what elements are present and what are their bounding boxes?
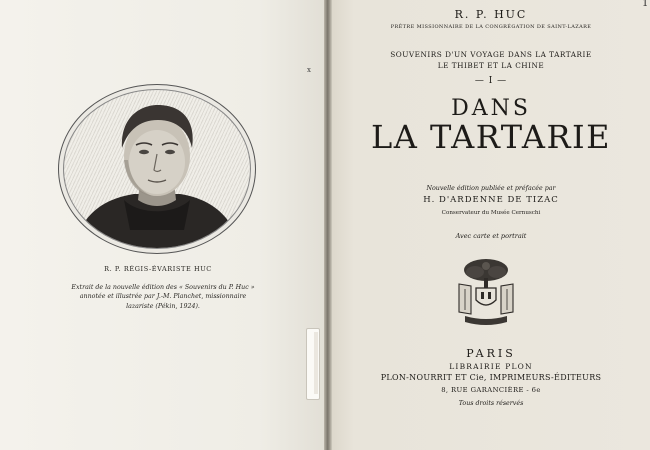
margin-pencil-mark: x: [307, 66, 311, 74]
portrait-caption-text: [50, 283, 276, 311]
portrait-caption-name: R. P. RÉGIS-ÉVARISTE HUC: [104, 265, 212, 273]
illustrations-note: Avec carte et portrait: [455, 232, 527, 240]
portrait-figure: [64, 90, 250, 248]
book-title-line1: DANS: [451, 96, 531, 121]
publisher-address: 8, RUE GARANCIÈRE - 6e: [441, 386, 541, 394]
series-title-line2: LE THIBET ET LA CHINE: [437, 61, 545, 70]
publisher-name: LIBRAIRIE PLON: [449, 362, 533, 371]
corner-pencil-mark: 1: [642, 0, 649, 9]
publication-city: PARIS: [466, 347, 516, 360]
title-page: [332, 0, 650, 450]
editor-role: Conservateur du Musée Cernuschi: [441, 210, 541, 216]
rights-notice: Tous droits réservés: [458, 400, 524, 407]
publisher-emblem-icon: [455, 256, 517, 328]
caption-line: Extrait de la nouvelle édition des « Souvenirs du P. Huc »: [71, 284, 255, 291]
author-name: R. P. HUC: [454, 8, 528, 21]
edition-line: Nouvelle édition publiée et préfacée par: [426, 185, 556, 192]
portrait-engraving: [63, 89, 251, 249]
publisher-firm: PLON-NOURRIT ET Cie, IMPRIMEURS-ÉDITEURS: [380, 373, 602, 382]
caption-line: lazariste (Pékin, 1924).: [126, 302, 200, 310]
book-gutter: [324, 0, 332, 450]
portrait-medallion: [58, 84, 256, 254]
author-subtitle: PRÊTRE MISSIONNAIRE DE LA CONGRÉGATION DE SAINT-LAZARE: [390, 24, 592, 30]
book-title-line2: LA TARTARIE: [370, 118, 612, 156]
series-title-line1: SOUVENIRS D'UN VOYAGE DANS LA TARTARIE: [390, 50, 592, 59]
left-page: [0, 0, 324, 450]
caption-line: annotée et illustrée par J.-M. Planchet, missionnaire: [79, 293, 247, 301]
folded-leaf-edge: [314, 332, 318, 394]
volume-number: — I —: [474, 76, 508, 86]
editor-name: H. D'ARDENNE DE TIZAC: [423, 195, 559, 205]
